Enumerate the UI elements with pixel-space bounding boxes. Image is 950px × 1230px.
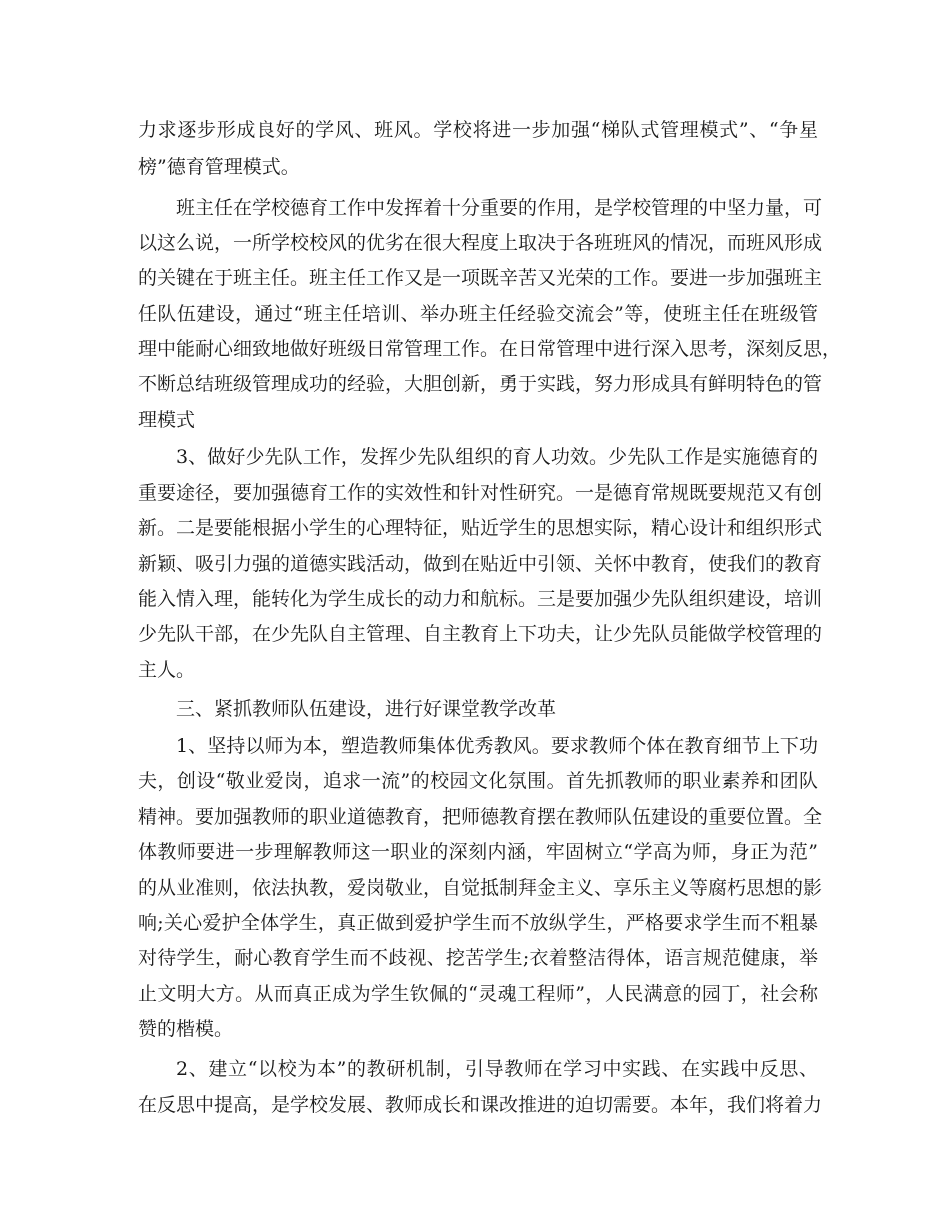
text-line: 以这么说，一所学校校风的优劣在很大程度上取决于各班班风的情况，而班风形成 (138, 232, 823, 254)
text-line: 的关键在于班主任。班主任工作又是一项既辛苦又光荣的工作。要进一步加强班主 (138, 267, 823, 289)
section-heading: 三、紧抓教师队伍建设，进行好课堂教学改革 (176, 698, 557, 720)
text-line: 体教师要进一步理解教师这一职业的深刻内涵，牢固树立“学高为师，身正为范” (138, 841, 818, 863)
text-line: 班主任在学校德育工作中发挥着十分重要的作用，是学校管理的中坚力量，可 (176, 197, 823, 219)
text-line: 理中能耐心细致地做好班级日常管理工作。在日常管理中进行深入思考，深刻反思， (138, 338, 842, 360)
text-line: 榜”德育管理模式。 (138, 156, 300, 178)
text-line: 力求逐步形成良好的学风、班风。学校将进一步加强“梯队式管理模式”、“争星 (138, 119, 818, 141)
text-line: 止文明大方。从而真正成为学生钦佩的“灵魂工程师”，人民满意的园丁，社会称 (138, 983, 818, 1005)
text-line: 主人。 (138, 659, 196, 681)
text-line: 赞的楷模。 (138, 1018, 234, 1040)
text-line: 2、建立“以校为本”的教研机制，引导教师在学习中实践、在实践中反思、 (176, 1058, 818, 1080)
text-line: 不断总结班级管理成功的经验，大胆创新，勇于实践，努力形成具有鲜明特色的管 (138, 373, 823, 395)
text-line: 能入情入理，能转化为学生成长的动力和航标。三是要加强少先队组织建设，培训 (138, 588, 823, 610)
text-line: 任队伍建设，通过“班主任培训、举办班主任经验交流会”等，使班主任在班级管 (138, 303, 818, 325)
text-line: 理模式 (138, 409, 196, 431)
text-line: 的从业准则，依法执教，爱岗敬业，自觉抵制拜金主义、享乐主义等腐朽思想的影 (138, 877, 823, 899)
text-line: 响;关心爱护全体学生，真正做到爱护学生而不放纵学生，严格要求学生而不粗暴 (138, 912, 818, 934)
text-line: 1、坚持以师为本，塑造教师集体优秀教风。要求教师个体在教育细节上下功 (176, 735, 818, 757)
text-line: 在反思中提高，是学校发展、教师成长和课改推进的迫切需要。本年，我们将着力 (138, 1094, 823, 1116)
text-line: 精神。要加强教师的职业道德教育，把师德教育摆在教师队伍建设的重要位置。全 (138, 806, 823, 828)
text-line: 新颖、吸引力强的道德实践活动，做到在贴近中引领、关怀中教育，使我们的教育 (138, 553, 823, 575)
text-line: 少先队干部，在少先队自主管理、自主教育上下功夫，让少先队员能做学校管理的 (138, 623, 823, 645)
text-line: 对待学生，耐心教育学生而不歧视、挖苦学生;衣着整洁得体，语言规范健康，举 (138, 947, 818, 969)
text-line: 3、做好少先队工作，发挥少先队组织的育人功效。少先队工作是实施德育的 (176, 446, 818, 468)
text-line: 夫，创设“敬业爱岗，追求一流”的校园文化氛围。首先抓教师的职业素养和团队 (138, 770, 818, 792)
text-line: 重要途径，要加强德育工作的实效性和针对性研究。一是德育常规既要规范又有创 (138, 482, 823, 504)
text-line: 新。二是要能根据小学生的心理特征，贴近学生的思想实际，精心设计和组织形式 (138, 517, 823, 539)
